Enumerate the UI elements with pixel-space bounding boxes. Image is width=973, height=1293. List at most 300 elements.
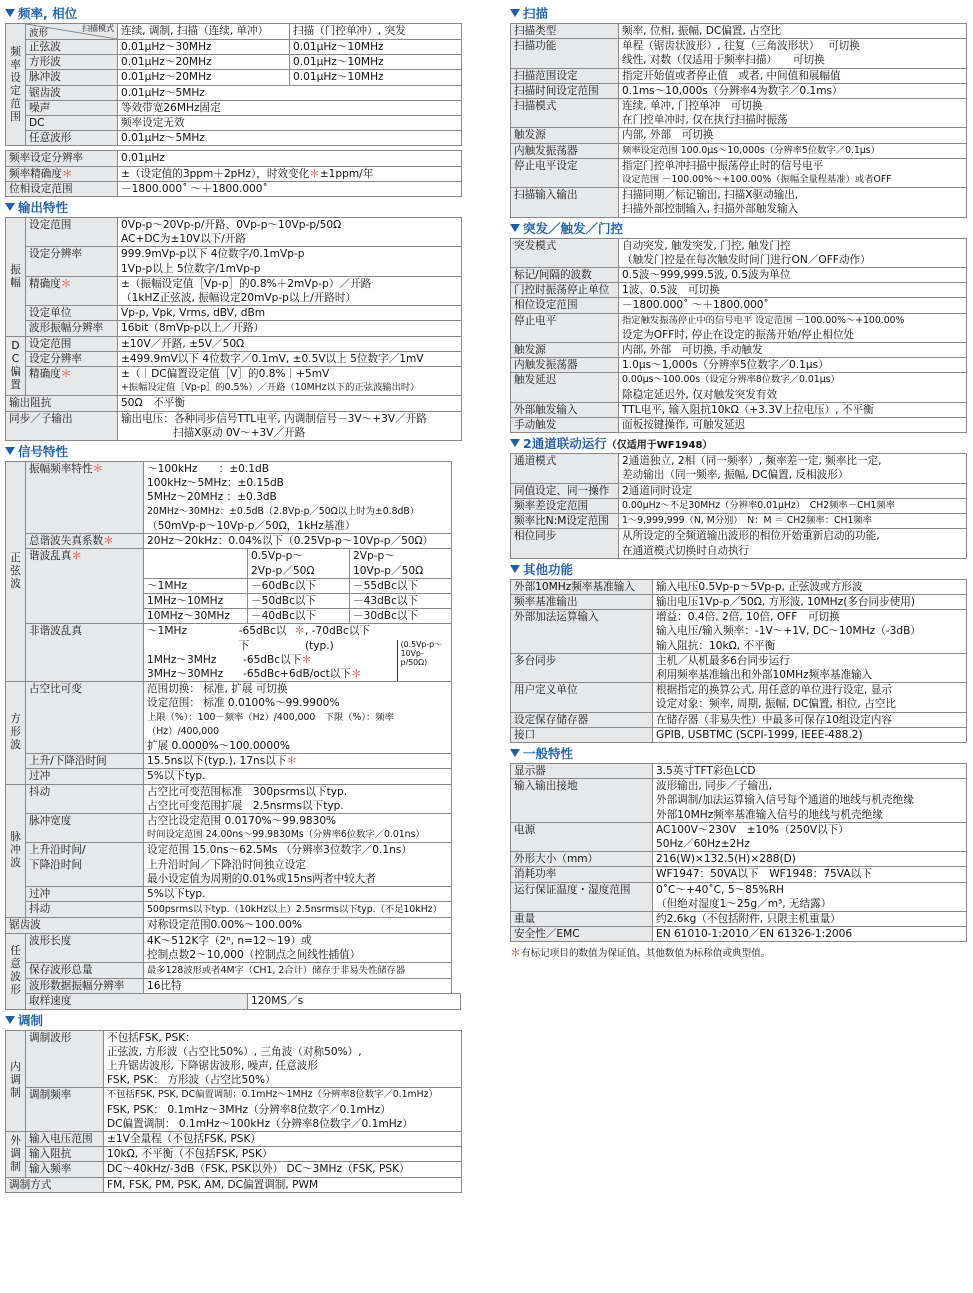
spec-cell (511, 927, 653, 942)
spec-cell (619, 313, 967, 342)
group-char: 围 (10, 110, 21, 123)
spec-label: 任意波形 (29, 132, 72, 145)
spec-value-line: TTL电平, 输入阻抗10kΩ（+3.3V上拉电压）, 不平衡 (622, 403, 874, 416)
footnote-mark: ＊ (510, 946, 521, 960)
spec-value-line: FSK, PSK： 方形波（占空比50%） (107, 1074, 276, 1087)
spurious-bracket (397, 640, 448, 681)
spec-cell (26, 624, 144, 682)
spec-row (6, 247, 462, 276)
spec-cell (26, 1030, 104, 1088)
spurious-cell (144, 624, 452, 682)
spec-cell (511, 867, 653, 882)
spec-cell (511, 83, 619, 98)
spec-label: 突发模式 (514, 239, 557, 252)
spec-row (6, 116, 462, 131)
spec-cell (26, 462, 144, 534)
spec-cell (653, 911, 967, 926)
spec-cell (26, 70, 118, 85)
section-other-functions (510, 562, 966, 743)
spec-value-line: ±10V／开路, ±5V／50Ω (121, 337, 245, 350)
spec-cell (144, 962, 452, 978)
spec-value-line: 内部, 外部 可切换, 手动触发 (622, 344, 763, 357)
spec-cell (619, 188, 967, 217)
spec-row (511, 498, 967, 513)
spec-row (6, 85, 462, 100)
guarantee-mark: ＊ (103, 535, 114, 548)
spec-value-line: 设定范围： 标准 0.0100%～99.9900% (147, 697, 340, 710)
spec-value-line: 频率, 位相, 振幅, DC偏置, 占空比 (622, 25, 782, 37)
spec-table (5, 217, 462, 441)
spurious-line (147, 624, 395, 652)
spec-value-line: 16bit（8mVp-p以上／开路） (121, 322, 265, 335)
harmonic-header-line: 0.5Vp-p～ (251, 550, 303, 563)
guarantee-mark: ＊ (350, 667, 362, 680)
spec-label: 内触发振荡器 (514, 359, 578, 372)
spec-row (511, 343, 967, 358)
spec-cell (653, 712, 967, 727)
spec-row (6, 151, 462, 166)
spec-label: 停止电平 (514, 314, 557, 327)
spec-value-line: 差动输出（同一频率, 振幅, DC偏置, 反相波形） (622, 469, 849, 482)
spec-row (6, 70, 462, 85)
spec-row (511, 99, 967, 128)
group-char: 形 (10, 726, 21, 739)
spec-label: 取样速度 (29, 995, 72, 1008)
spec-cell (511, 911, 653, 926)
spec-cell (511, 99, 619, 128)
spec-cell (118, 411, 462, 440)
group-char: 外 (10, 1134, 21, 1147)
spec-table (510, 238, 967, 434)
spec-row (6, 979, 461, 994)
guarantee-mark: ＊ (61, 167, 73, 180)
spec-label: 触发延迟 (514, 374, 557, 387)
spec-cell (26, 55, 118, 70)
spec-label: 设定单位 (29, 307, 72, 320)
spec-value-line: 输出电压：各种同步信号TTL电平, 内调制信号－3V～+3V／开路 (121, 412, 427, 425)
spec-cell (118, 24, 290, 40)
left-column (5, 6, 461, 1196)
spec-value-line: 内部, 外部 可切换 (622, 129, 714, 142)
spec-cell (619, 373, 967, 402)
spurious-block (147, 624, 448, 681)
spurious-value: , -70dBc以下(typ.) (305, 625, 371, 652)
spec-value-line: 216(W)×132.5(H)×288(D) (656, 853, 796, 866)
spec-label: 波形数据振幅分辨率 (29, 980, 125, 993)
spec-cell (26, 100, 118, 115)
spec-label: 波形长度 (29, 934, 72, 947)
spec-cell (511, 683, 653, 712)
spec-value-line: 外部调制/加法运算输入信号每个通道的地线与机壳绝缘 (656, 794, 914, 807)
spec-cell (248, 578, 350, 593)
spec-label: 过冲 (29, 887, 51, 900)
spec-row (6, 276, 462, 305)
spec-table (5, 1030, 462, 1193)
spec-value-line: 0Vp-p～20Vp-p/开路、0Vp-p～10Vp-p/50Ω (121, 219, 342, 232)
spec-cell (104, 1177, 462, 1192)
spec-cell (248, 593, 350, 608)
spec-row (6, 754, 461, 769)
spec-cell (511, 594, 653, 609)
spec-row (6, 1030, 462, 1088)
spec-cell (511, 498, 619, 513)
spec-value-line: 1.0μs～1,000s（分辨率5位数字／0.1μs） (622, 359, 829, 372)
spec-row (6, 962, 461, 978)
spec-cell (118, 218, 462, 247)
spec-cell (26, 994, 248, 1009)
right-column (510, 6, 966, 961)
spec-value: ±（设定值的3ppm＋2pHz），时效变化 (121, 167, 310, 180)
spec-value-line: 扫描X驱动 0V～+3V／开路 (173, 426, 306, 439)
spec-row (511, 313, 967, 342)
spec-value-line: ±（振幅设定值［Vp-p］的0.8%＋2mVp-p）／开路 (121, 277, 372, 290)
spec-cell (144, 902, 452, 918)
section-output (5, 200, 461, 441)
spec-row (6, 321, 462, 336)
spec-label: 设定范围 (29, 337, 72, 350)
section-title (5, 444, 461, 461)
spec-cell (619, 298, 967, 313)
spec-cell (144, 886, 452, 901)
spec-cell (26, 336, 118, 351)
spec-value-line: Vp-p, Vpk, Vrms, dBV, dBm (121, 307, 266, 320)
spec-row (511, 143, 967, 158)
spec-cell (511, 763, 653, 778)
group-char: 偏 (10, 366, 21, 379)
triangle-icon (510, 749, 520, 757)
spec-cell (511, 418, 619, 433)
spec-cell (6, 396, 118, 411)
spec-cell (511, 158, 619, 187)
spec-value-line: 时间设定范围 24.00ns～99.9830Ms（分辨率6位数字／0.01ns） (147, 829, 425, 841)
spec-value-line: 控制点数2～10,000（控制点之间线性插值） (147, 948, 361, 961)
group-char: C (11, 353, 20, 366)
spec-value-line: +振幅设定值［Vp-p］的0.5%）／开路（10MHz以下的正弦波输出时） (121, 382, 420, 394)
spec-value: 对称设定范围0.00%～100.00% (147, 919, 302, 932)
group-char: 波 (10, 739, 21, 752)
group-char: 波 (10, 971, 21, 984)
spec-cell (511, 358, 619, 373)
spec-cell (511, 313, 619, 342)
spec-row (511, 83, 967, 98)
group-char: 正 (10, 552, 21, 565)
section-title (5, 6, 461, 23)
spec-value-line: 3.5英寸TFT彩色LCD (656, 764, 756, 777)
spec-cell (26, 40, 118, 55)
guarantee-mark: ＊ (309, 167, 320, 180)
spec-cell (511, 653, 653, 682)
spec-row (511, 763, 967, 778)
group-char: 设 (10, 71, 21, 84)
spec-value: 频率设定无效 (121, 117, 185, 130)
spec-label: 频率比N:M设定范围 (514, 515, 609, 528)
spec-cell (619, 529, 967, 558)
group-char: 率 (10, 58, 21, 71)
section-modulation (5, 1013, 461, 1193)
spec-value-line: 输出电压1Vp-p／50Ω, 方形波, 10MHz(多台同步使用) (656, 595, 916, 608)
spec-value-line: 1Vp-p以上 5位数字/1mVp-p (121, 262, 261, 275)
spec-cell (511, 283, 619, 298)
spec-cell (511, 238, 619, 267)
bracket-note: 10Vp-p/50Ω) (400, 649, 428, 668)
spec-row (511, 594, 967, 609)
spec-cell (118, 55, 290, 70)
guarantee-mark: ＊ (294, 625, 305, 638)
spec-value: 0.01μHz～5MHz (121, 86, 205, 99)
spec-cell (118, 276, 462, 305)
section-title (510, 6, 966, 23)
spec-table (5, 150, 462, 197)
spec-cell (619, 268, 967, 283)
spec-value-line: 自动突发, 触发突发, 门控, 触发门控 (622, 239, 791, 252)
spec-cell (26, 979, 144, 994)
spec-cell (26, 962, 144, 978)
spec-label: 频率差设定范围 (514, 499, 589, 512)
spec-cell (26, 1088, 104, 1132)
spec-value-line: 在储存器（非易失性）中最多可保存10组设定内容 (656, 713, 892, 726)
spec-label: 振幅频率特性 (29, 463, 93, 476)
section-title-text: 频率, 相位 (18, 6, 78, 21)
spec-label: 显示器 (514, 764, 546, 777)
spec-label: 噪声 (29, 101, 51, 114)
spec-value: 15.5ns以下(typ.), 17ns以下 (147, 755, 287, 768)
group-char: 置 (10, 379, 21, 392)
spec-label: 设定保存储存器 (514, 713, 589, 726)
spec-value: 0.01μHz～10MHz (293, 56, 384, 69)
spec-value: 0.01μHz～10MHz (293, 41, 384, 53)
spec-cell (619, 68, 967, 83)
spec-label: 脉冲宽度 (29, 814, 72, 827)
spec-label: 位相设定范围 (9, 182, 73, 195)
spec-row (6, 131, 462, 146)
spec-cell (511, 24, 619, 39)
footnote (510, 946, 966, 961)
spec-label: 标记/间隔的波数 (514, 269, 592, 282)
spec-row (6, 306, 462, 321)
spec-cell (118, 85, 462, 100)
spec-label: 外形大小（mm） (514, 853, 599, 866)
spec-value-line: 范围切换： 标准, 扩展 可切换 (147, 683, 288, 696)
spec-cell (26, 784, 144, 813)
spec-label: 输入电压范围 (29, 1133, 93, 1146)
spec-value: 5%以下typ. (147, 887, 206, 900)
header-continuous: 连续, 调制, 扫描（连续, 单冲） (121, 25, 269, 37)
spec-cell (511, 68, 619, 83)
spec-cell (511, 852, 653, 867)
spec-cell (144, 462, 452, 534)
spec-cell (6, 166, 118, 181)
harmonic-value: －43dBc以下 (353, 594, 419, 607)
spec-value-line: －1800.000˚ ～＋1800.000˚ (622, 299, 769, 312)
spec-value-line: 不包括FSK, PSK, DC偏置调制：0.1mHz～1MHz（分辨率8位数字／0.1mHz） (107, 1089, 438, 1101)
spec-row (6, 549, 461, 578)
spec-cell (653, 727, 967, 742)
spec-row (6, 843, 461, 887)
spec-value: 0.01μHz～20MHz (121, 56, 212, 69)
section-title-text: 其他功能 (523, 561, 574, 577)
group-label (6, 218, 26, 337)
spec-value-line: 正弦波, 方形波（占空比50%）, 三角波（对称50%）, (107, 1045, 362, 1058)
spec-row (6, 351, 462, 366)
spec-cell (350, 578, 452, 593)
spec-cell (248, 994, 461, 1009)
spec-label: 方形波 (29, 56, 61, 69)
spec-row (511, 358, 967, 373)
spec-value-line: 波形输出, 同步／子输出, (656, 780, 773, 793)
guarantee-mark: ＊ (92, 463, 104, 476)
spec-cell (104, 1030, 462, 1088)
guarantee-mark: ＊ (60, 368, 72, 381)
section-sweep (510, 6, 966, 218)
spec-row (511, 514, 967, 529)
spec-label: 设定分辨率 (29, 352, 82, 365)
spec-cell (511, 610, 653, 654)
spec-value-line: 指定触发振荡停止中的信号电平 设定范围 －100.00%～+100.00% (622, 314, 905, 326)
spec-cell (144, 933, 452, 962)
spec-label: 设定分辨率 (29, 248, 82, 261)
spec-label: 同值设定、同一操作 (514, 484, 610, 497)
guarantee-mark: ＊ (286, 755, 298, 768)
spec-label: 精确度 (29, 277, 61, 290)
spec-cell (619, 24, 967, 39)
spec-row (6, 181, 462, 196)
spec-value-line: 2通道同时设定 (622, 484, 693, 497)
section-burst-trigger-gate (510, 221, 966, 434)
spec-row (6, 813, 461, 842)
group-label: 锯齿波 (9, 919, 41, 932)
spec-row (511, 727, 967, 742)
spec-label: 输入输出接地 (514, 780, 578, 793)
group-char: 冲 (10, 844, 21, 857)
spec-value-line: AC100V～230V ±10%（250V以下） (656, 823, 849, 836)
spec-row (511, 454, 967, 483)
spec-cell (144, 534, 452, 549)
group-char: 内 (10, 1061, 21, 1074)
spec-value-line: 线性, 对数（仅适用于频率扫描） 可切换 (622, 54, 825, 67)
spec-value-line: 0.5波～999,999.5波, 0.5波为单位 (622, 269, 791, 282)
footnote-text: 有标记项目的数值为保证值。其他数值为标称值或典型值。 (521, 948, 771, 960)
spec-cell (26, 218, 118, 247)
spec-cell (26, 321, 118, 336)
spec-label: 内触发振荡器 (514, 144, 578, 157)
spec-value-line: 5MHz～20MHz ：±0.3dB (147, 491, 277, 504)
spec-cell (511, 402, 619, 417)
spec-value: 16比特 (147, 980, 182, 993)
spec-cell (653, 867, 967, 882)
spec-cell (118, 100, 462, 115)
spec-row (6, 40, 462, 55)
spec-cell (619, 454, 967, 483)
spec-label: 扫描模式 (514, 100, 557, 113)
spec-value-line: 占空比可变范围扩展 2.5nsrms以下typ. (147, 799, 344, 812)
spec-label: 手动触发 (514, 419, 557, 432)
spec-value-line: 100kHz～5MHz：±0.15dB (147, 477, 284, 490)
spec-cell (118, 321, 462, 336)
triangle-icon (5, 447, 15, 455)
spec-value-line: （1kHZ正弦波, 振幅设定20mVp-p以上/开路时） (121, 292, 357, 305)
spec-value-line: 增益：0.4倍, 2倍, 10倍, OFF 可切换 (656, 611, 840, 624)
group-label (6, 24, 26, 146)
spec-value-line: 主机／从机最多6台同步运行 (656, 654, 790, 667)
spec-value-line: 1～9,999,999（N, M分别） N：M ＝ CH2频率：CH1频率 (622, 515, 873, 527)
spec-row (511, 402, 967, 417)
spec-cell (290, 40, 462, 55)
spec-cell (653, 927, 967, 942)
group-char: 弦 (10, 565, 21, 578)
spec-row (6, 411, 462, 440)
spec-label: 外部10MHz频率基准输入 (514, 580, 635, 593)
spec-cell (118, 306, 462, 321)
spec-cell (26, 247, 118, 276)
section-title (5, 1013, 461, 1030)
spec-cell (118, 247, 462, 276)
group-char: 调 (10, 1147, 21, 1160)
spec-value-line: 占空比设定范围 0.0170%～99.9830% (147, 814, 337, 827)
spec-value-line: 20MHz～30MHz：±0.5dB（2.8Vp-p／50Ω以上时为±0.8dB） (147, 505, 420, 517)
spec-table (510, 453, 967, 558)
spec-row (511, 158, 967, 187)
spec-row (511, 483, 967, 498)
spec-value-line: 从所设定的全频道输出波形的相位开始重新启动的功能, (622, 530, 880, 543)
group-char: 振 (10, 263, 21, 276)
spec-cell (290, 55, 462, 70)
spec-value: ±1V全量程（不包括FSK, PSK） (107, 1133, 261, 1146)
spec-cell (118, 151, 462, 166)
spec-value-line: 利用频率基准输出和外部10MHz频率基准输入 (656, 668, 873, 681)
spec-row (6, 534, 461, 549)
spec-row (511, 852, 967, 867)
spec-cell (511, 373, 619, 402)
spurious-line (147, 653, 395, 667)
spec-value: 0.01μHz (121, 152, 165, 165)
spec-cell (144, 979, 452, 994)
spec-label: 接口 (514, 728, 536, 741)
group-char: 制 (10, 1160, 21, 1173)
group-char: 任 (10, 945, 21, 958)
spec-row (511, 911, 967, 926)
spec-value-line: 连续, 单冲, 门控单冲 可切换 (622, 100, 763, 113)
spec-cell (511, 882, 653, 911)
spec-cell (26, 754, 144, 769)
spec-cell (118, 367, 462, 396)
spec-value-line: （触发门控是在每次触发时间门进行ON／OFF动作） (622, 253, 871, 266)
spec-row (6, 166, 462, 181)
spec-label: 非谐波乱真 (29, 625, 82, 638)
spec-value-line: 设定对象：频率, 周期, 振幅, DC偏置, 相位, 占空比 (656, 698, 896, 711)
spec-row (511, 927, 967, 942)
spec-value-line: 输入电压0.5Vp-p～5Vp-p, 正弦波或方形波 (656, 580, 863, 593)
spec-table (510, 23, 967, 218)
spec-cell (290, 24, 462, 40)
spec-cell (511, 712, 653, 727)
spec-row (511, 24, 967, 39)
triangle-icon (5, 203, 15, 211)
spurious-value: -65dBc以下 (238, 625, 287, 652)
group-char: D (11, 340, 20, 353)
spec-label: 精确度 (29, 368, 61, 381)
group-label (6, 933, 26, 1009)
spec-cell (26, 351, 118, 366)
spec-value-line: GPIB, USBTMC (SCPI-1999, IEEE-488.2) (656, 728, 863, 741)
spec-label: 输入阻抗 (29, 1148, 72, 1161)
spec-cell (26, 886, 144, 901)
spec-cell (511, 343, 619, 358)
group-char: 意 (10, 958, 21, 971)
spec-value-line: 外部10MHz频率基准输入信号的地线与机壳绝缘 (656, 808, 883, 821)
spec-row (511, 653, 967, 682)
section-title-text: 调制 (18, 1012, 44, 1028)
group-label (6, 682, 26, 784)
